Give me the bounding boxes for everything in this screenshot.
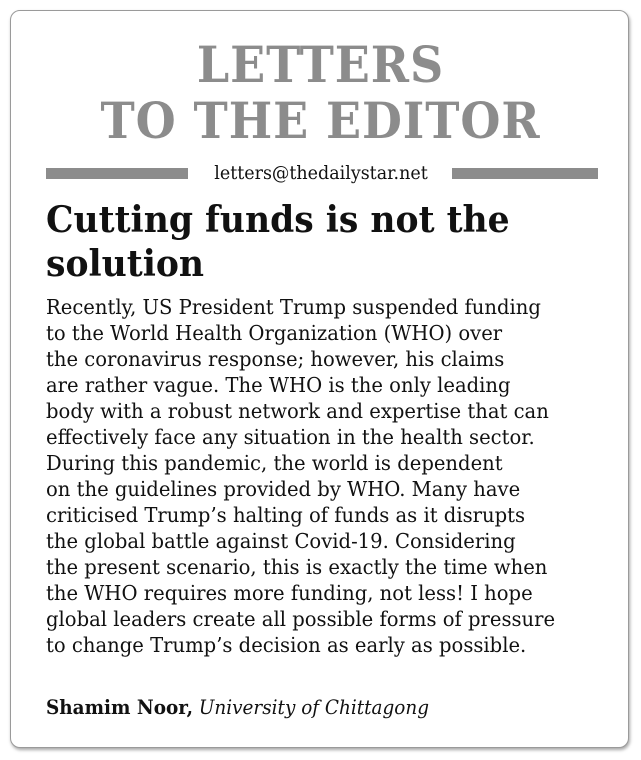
author-affiliation: University of Chittagong — [198, 695, 429, 719]
section-title-line-1: LETTERS — [196, 35, 445, 94]
letter-headline: Cutting funds is not the solution — [46, 199, 510, 285]
body-line: to the World Health Organization (WHO) over — [46, 321, 503, 345]
body-line: to change Trump’s decision as early as possible. — [46, 633, 527, 657]
body-line: Recently, US President Trump suspended funding — [46, 295, 541, 319]
author-name: Shamim Noor, — [46, 695, 194, 719]
body-line: the global battle against Covid-19. Considering — [46, 529, 516, 553]
body-line: global leaders create all possible forms of pressure — [46, 607, 556, 631]
letter-body — [46, 294, 595, 658]
divider-right — [452, 168, 598, 179]
divider-left — [46, 168, 188, 179]
body-line: are rather vague. The WHO is the only leading — [46, 373, 511, 397]
body-line: effectively face any situation in the health sector. — [46, 425, 535, 449]
body-line: on the guidelines provided by WHO. Many have — [46, 477, 521, 501]
body-line: criticised Trump’s halting of funds as it disrupts — [46, 503, 526, 527]
body-line: body with a robust network and expertise that can — [46, 399, 549, 423]
editor-email: letters@thedailystar.net — [214, 162, 428, 184]
body-line: the coronavirus response; however, his claims — [46, 347, 505, 371]
section-title-line-2: TO THE EDITOR — [100, 91, 541, 150]
body-line: the present scenario, this is exactly the time when — [46, 555, 548, 579]
letter-signature — [46, 694, 561, 720]
body-line: the WHO requires more funding, not less! I hope — [46, 581, 533, 605]
body-line: During this pandemic, the world is dependent — [46, 451, 503, 475]
